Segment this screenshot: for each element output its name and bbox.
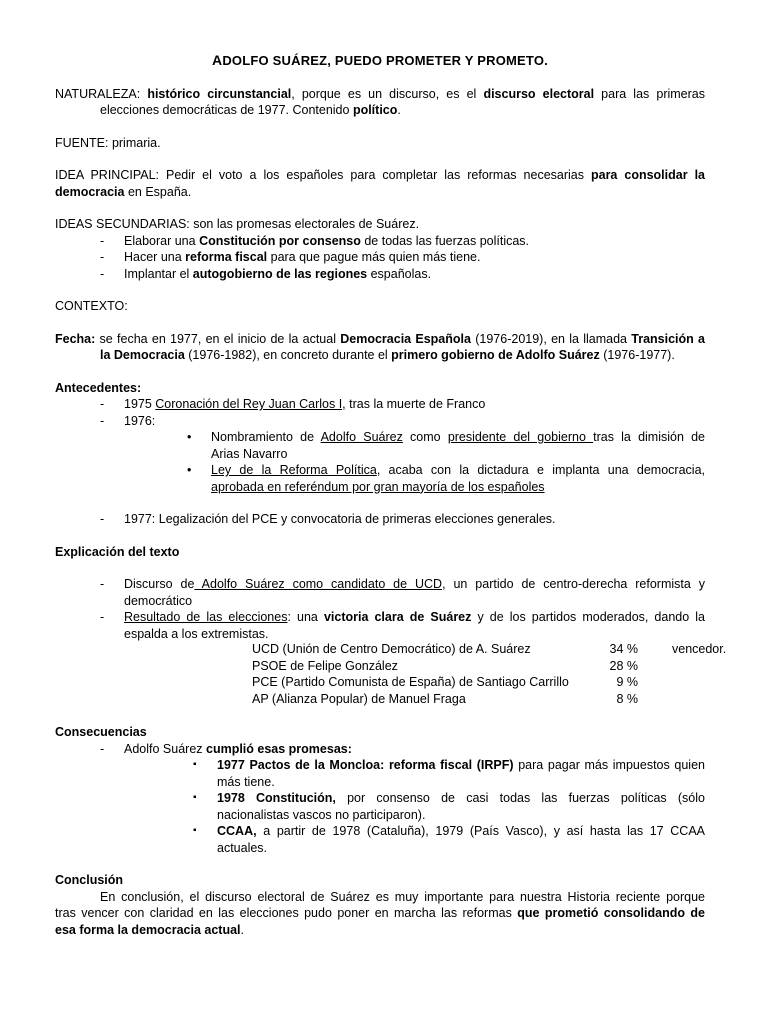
fecha-text-2: (1976-2019), en la llamada — [470, 331, 632, 346]
naturaleza-text: , porque es un discurso, es el — [291, 86, 484, 101]
contexto-heading: CONTEXTO: — [55, 299, 128, 313]
dash-bullet-icon: - — [100, 512, 105, 526]
list-item — [55, 741, 705, 758]
conclusion-bold-2: esa forma la democracia actual — [55, 922, 241, 937]
title-initial: A — [212, 52, 223, 68]
party-cell: PSOE de Felipe González — [252, 658, 398, 673]
list-item-line-1 — [124, 576, 705, 593]
fecha-bold-4: primero gobierno de Adolfo Suárez — [391, 348, 600, 362]
dash-bullet-icon: - — [100, 233, 105, 248]
consecuencias-heading — [55, 724, 705, 741]
sub-item-text: Nombramiento de — [211, 430, 321, 444]
explicacion-section — [55, 544, 727, 709]
list-item — [55, 266, 705, 283]
dash-bullet-icon: - — [100, 577, 105, 591]
list-item — [55, 511, 705, 528]
naturaleza-end: . — [397, 103, 401, 117]
list-item-text: Adolfo Suárez — [124, 741, 206, 756]
list-item — [55, 413, 705, 430]
antecedentes-heading-text: Antecedentes: — [55, 380, 142, 395]
sub-list-item — [55, 462, 705, 495]
conclusion-line-1: En conclusión, el discurso electoral de Suárez es muy importante para nuestra Historia reciente porque — [100, 889, 705, 904]
conclusion-section — [55, 872, 705, 938]
list-item-text: de todas las fuerzas políticas. — [360, 233, 530, 248]
dash-bullet-icon: - — [100, 741, 105, 756]
list-item-text: para que pague más quien más tiene. — [267, 250, 481, 264]
sub-item-underline: aprobada en referéndum por gran mayoría de los españoles — [211, 479, 545, 494]
list-item-text: 1975 — [124, 397, 156, 411]
naturaleza-content: político — [352, 103, 398, 117]
list-item-underline: Resultado de las elecciones — [124, 610, 288, 624]
sub-item-underline: Ley de la Reforma Política — [211, 463, 377, 477]
list-item-text: Implantar el — [124, 266, 193, 281]
list-item-underline: Coronación del Rey Juan Carlos I, — [155, 397, 346, 411]
idea-principal-text-2: en España. — [124, 184, 192, 199]
fecha-bold-3: la Democracia — [100, 348, 185, 362]
conclusion-bold: que prometió consolidando de — [517, 906, 705, 920]
conclusion-line-3 — [55, 922, 705, 939]
sub-list-item — [55, 790, 705, 823]
sub-item-line-1 — [211, 462, 705, 479]
sub-item-line-2 — [211, 479, 705, 496]
list-item-text: 1976: — [124, 413, 156, 428]
sub-item-bold: 1977 Pactos de la Moncloa: reforma fiscal (IRPF) — [217, 758, 514, 772]
consecuencias-section — [55, 724, 705, 856]
fecha-line-1 — [55, 331, 705, 348]
consecuencias-heading-text: Consecuencias — [55, 725, 147, 739]
list-item — [55, 396, 705, 413]
explicacion-heading — [55, 544, 705, 561]
percent-cell: 28 % — [609, 658, 638, 673]
list-item — [55, 609, 727, 708]
naturaleza-bold: discurso electoral — [483, 86, 595, 101]
round-bullet-icon: • — [187, 430, 192, 444]
sub-item-line-2: más tiene. — [217, 774, 275, 789]
table-row — [252, 642, 727, 659]
conclusion-heading — [55, 872, 705, 889]
idea-principal-bold-2: democracia — [55, 184, 125, 199]
list-item-bold: Constitución por consenso — [199, 233, 361, 248]
title-rest: DOLFO SUÁREZ, PUEDO PROMETER Y PROMETO. — [222, 53, 548, 68]
party-cell: PCE (Partido Comunista de España) de Santiago Carrillo — [252, 675, 569, 689]
ideas-secundarias-section — [55, 216, 705, 282]
idea-principal-paragraph — [55, 167, 705, 200]
dash-bullet-icon: - — [100, 397, 105, 411]
idea-principal-line-1 — [55, 167, 705, 184]
list-item-text: tras la muerte de Franco — [345, 397, 486, 411]
conclusion-text: tras vencer con claridad en las elecciones pudo poner en marcha las reformas — [55, 906, 518, 920]
idea-principal-line-2 — [55, 184, 705, 201]
list-item-line-2: espalda a los extremistas. — [124, 626, 269, 641]
list-item-text: españolas. — [367, 266, 432, 281]
sub-item-line-1 — [217, 790, 705, 807]
list-item-text: un partido de centro-derecha reformista y — [445, 577, 705, 591]
list-item-text: y de los partidos moderados, dando la — [471, 610, 705, 624]
list-item-bold: autogobierno de las regiones — [192, 266, 368, 281]
naturaleza-text-3: elecciones democráticas de 1977. Contenido — [100, 103, 353, 117]
sub-item-underline: Adolfo Suárez — [320, 430, 403, 444]
list-item-bold: victoria clara de Suárez — [323, 610, 472, 624]
election-results-table — [124, 642, 727, 708]
list-item-text: Hacer una — [124, 250, 186, 264]
square-bullet-icon: ▪ — [193, 792, 197, 803]
fecha-paragraph — [55, 331, 705, 364]
conclusion-heading-text: Conclusión — [55, 873, 124, 887]
sub-list-item — [55, 757, 705, 790]
party-cell: AP (Alianza Popular) de Manuel Fraga — [252, 691, 466, 706]
idea-principal-bold: para consolidar la — [590, 168, 705, 182]
table-row — [252, 659, 705, 676]
list-item-line-2: democrático — [124, 593, 193, 608]
antecedentes-section — [55, 380, 705, 528]
naturaleza-label: NATURALEZA: — [55, 86, 148, 101]
sub-item-text: tras la dimisión de — [593, 430, 706, 444]
sub-item-bold: CCAA, — [217, 824, 257, 838]
idea-principal-text: IDEA PRINCIPAL: Pedir el voto a los españoles para completar las reformas necesarias — [55, 168, 591, 182]
explicacion-heading-text: Explicación del texto — [55, 544, 180, 559]
fecha-bold: Democracia Española — [340, 331, 471, 346]
sub-list-item — [55, 429, 705, 462]
sub-item-underline: presidente del gobierno — [447, 430, 594, 444]
list-item-text: 1977: Legalización del PCE y convocatoria de primeras elecciones generales. — [124, 512, 556, 526]
dash-bullet-icon: - — [100, 250, 105, 264]
sub-item-line-2: nacionalistas vascos no participaron). — [217, 807, 426, 822]
list-item-line-1 — [124, 609, 705, 626]
percent-cell: 9 % — [616, 675, 638, 689]
fecha-text: se fecha en 1977, en el inicio de la actual — [95, 331, 341, 346]
naturaleza-type: histórico circunstancial — [147, 86, 292, 101]
note-cell: vencedor. — [672, 642, 727, 656]
list-item-text: Elaborar una — [124, 233, 200, 248]
fecha-line-2 — [55, 347, 705, 364]
list-item-text: Discurso de — [124, 577, 195, 591]
sub-item-text: por consenso de casi todas las fuerzas políticas (sólo — [335, 791, 705, 805]
naturaleza-line-1 — [55, 86, 705, 103]
dash-bullet-icon: - — [100, 610, 105, 624]
antecedentes-heading — [55, 380, 705, 397]
list-item-bold: reforma fiscal — [185, 250, 268, 264]
document-title — [55, 52, 705, 70]
dash-bullet-icon: - — [100, 413, 105, 428]
list-item-underline: Adolfo Suárez como candidato de UCD, — [194, 577, 446, 591]
sub-item-line-1 — [217, 823, 705, 840]
percent-cell: 34 % — [609, 642, 638, 656]
party-cell: UCD (Unión de Centro Democrático) de A. Suárez — [252, 642, 531, 656]
naturaleza-text-2: para las primeras — [594, 86, 705, 101]
list-item — [55, 233, 705, 250]
sub-item-text: a partir de 1978 (Cataluña), 1979 (País Vasco), y así hasta las 17 CCAA — [256, 824, 705, 838]
dash-bullet-icon: - — [100, 266, 105, 281]
naturaleza-line-2 — [55, 102, 705, 119]
round-bullet-icon: • — [187, 463, 192, 477]
sub-item-bold: 1978 Constitución, — [217, 791, 336, 805]
list-item-bold: cumplió esas promesas: — [206, 741, 352, 756]
naturaleza-paragraph — [55, 86, 705, 119]
table-row — [252, 692, 705, 709]
fecha-text-4: (1976-1977). — [599, 348, 675, 362]
sub-item-line-2: actuales. — [217, 840, 268, 855]
percent-cell: 8 % — [616, 691, 638, 706]
list-item — [55, 576, 705, 609]
table-row — [252, 675, 705, 692]
fuente-paragraph: FUENTE: primaria. — [55, 135, 161, 150]
sub-item-text: , acaba con la dictadura e implanta una democracia, — [376, 463, 705, 477]
sub-item-line-1 — [211, 429, 705, 446]
list-item — [55, 249, 705, 266]
sub-item-line-2: Arias Navarro — [211, 446, 288, 461]
square-bullet-icon: ▪ — [193, 759, 197, 770]
sub-item-text: como — [402, 430, 448, 444]
sub-item-text: para pagar más impuestos quien — [513, 758, 705, 772]
conclusion-line-2 — [55, 905, 705, 922]
fecha-bold-2: Transición a — [631, 331, 705, 346]
ideas-secundarias-heading: IDEAS SECUNDARIAS: son las promesas electorales de Suárez. — [55, 217, 420, 231]
fecha-text-3: (1976-1982), en concreto durante el — [184, 348, 392, 362]
conclusion-end: . — [240, 922, 244, 937]
document-page — [55, 52, 727, 938]
sub-list-item — [55, 823, 705, 856]
list-item-text: : una — [287, 610, 324, 624]
fecha-label: Fecha: — [55, 331, 96, 346]
square-bullet-icon: ▪ — [193, 825, 197, 836]
sub-item-line-1 — [217, 757, 705, 774]
